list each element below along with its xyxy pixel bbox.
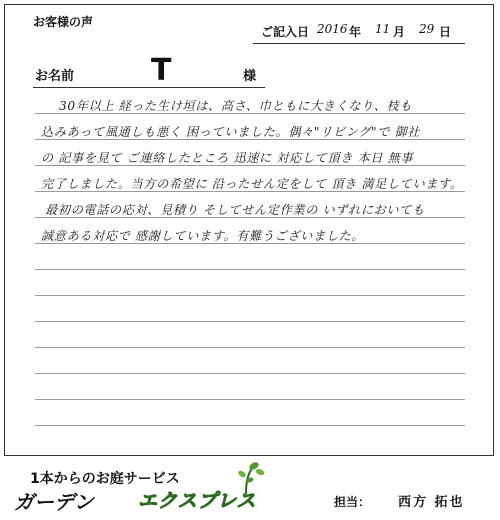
customer-name-row <box>33 53 463 88</box>
date-month-unit: 月 <box>393 25 406 39</box>
card-title: お客様の声 <box>33 15 94 29</box>
date-day: 29 <box>419 22 435 36</box>
ruled-line <box>35 425 465 426</box>
ruled-line <box>35 321 465 322</box>
leaf-sprout-icon <box>232 460 266 496</box>
staff-name: 西方 拓也 <box>398 495 465 510</box>
service-tagline: 1本からのお庭サービス <box>30 471 180 487</box>
customer-name: T <box>151 53 172 88</box>
date-day-unit: 日 <box>439 25 452 39</box>
message-line-3: の 記事を見て ご連絡したところ 迅速に 対応して頂き 本日 無事 <box>41 151 414 165</box>
date-year: 2016 <box>317 22 348 36</box>
entry-date <box>253 21 463 41</box>
date-label: ご記入日 <box>261 25 310 39</box>
company-footer <box>0 458 500 520</box>
brand-name-katakana: エクスプレス <box>138 490 257 512</box>
ruled-line <box>35 269 465 270</box>
staff-label: 担当： <box>334 495 371 509</box>
message-line-4: 完了しました。当方の希望に 沿ったせん定をして 頂き 満足しています。 <box>41 177 463 191</box>
ruled-line <box>35 347 465 348</box>
message-line-6: 誠意ある対応で 感謝しています。有難うございました。 <box>41 229 365 243</box>
name-underline <box>33 87 265 88</box>
name-label: お名前 <box>35 69 75 84</box>
message-line-2: 込みあって風通しも悪く 困っていました。偶々"リビング"で 御社 <box>41 125 421 139</box>
date-underline <box>253 43 465 44</box>
date-month: 11 <box>375 22 391 36</box>
name-honorific: 様 <box>243 69 257 84</box>
ruled-line <box>35 295 465 296</box>
ruled-line <box>35 373 465 374</box>
ruled-lines <box>35 91 465 451</box>
message-line-1: 30年以上 経った生け垣は、高さ、巾ともに大きくなり、枝も <box>59 99 413 113</box>
ruled-line <box>35 399 465 400</box>
date-year-unit: 年 <box>349 25 362 39</box>
message-line-5: 最初の電話の応対、見積り そしてせん定作業の いずれにおいても <box>45 203 425 217</box>
brand-name-jp: ガーデン <box>14 490 94 514</box>
testimonial-card <box>4 4 494 456</box>
